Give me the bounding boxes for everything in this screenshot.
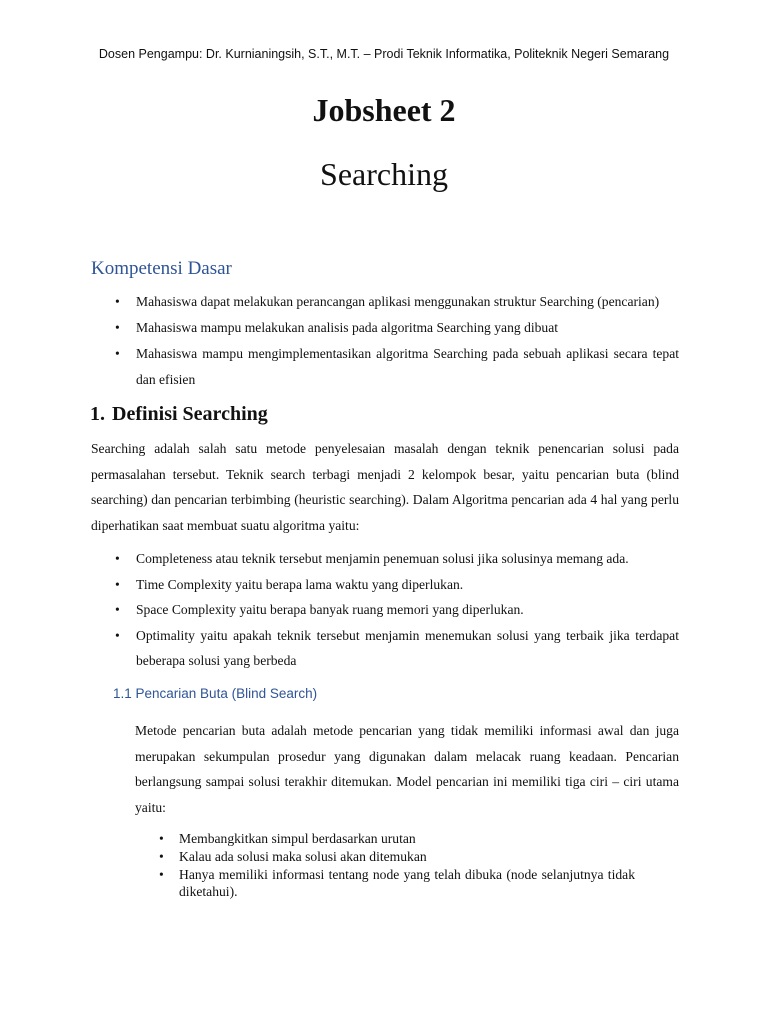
- list-item: [91, 623, 679, 674]
- section-number: 1.: [90, 403, 105, 425]
- list-item-text: Mahasiswa dapat melakukan perancangan aplikasi menggunakan struktur Searching (pencarian): [136, 294, 660, 309]
- bullet-icon: •: [115, 627, 120, 643]
- list-item-text: Mahasiswa mampu melakukan analisis pada algoritma Searching yang dibuat: [136, 320, 559, 335]
- bullet-icon: •: [115, 576, 120, 592]
- document-subtitle: Searching: [320, 156, 448, 192]
- list-item: [91, 289, 679, 315]
- list-item: [91, 315, 679, 341]
- blind-search-list: [135, 830, 635, 901]
- bullet-icon: •: [115, 602, 120, 617]
- bullet-icon: •: [115, 346, 120, 361]
- bullet-icon: •: [115, 320, 120, 335]
- kompetensi-heading: Kompetensi Dasar: [91, 258, 232, 279]
- section-heading: [90, 403, 268, 426]
- list-item-text: Completeness atau teknik tersebut menjamin penemuan solusi jika solusinya memang ada.: [136, 551, 629, 566]
- list-item-text: Hanya memiliki informasi tentang node yang telah dibuka (node selanjutnya tidak diketahui).: [179, 866, 635, 900]
- subsection-heading: 1.1 Pencarian Buta (Blind Search): [113, 686, 318, 701]
- list-item-text: Space Complexity yaitu berapa banyak ruang memori yang diperlukan.: [136, 602, 524, 617]
- list-item: [91, 597, 679, 623]
- list-item-text: Kalau ada solusi maka solusi akan ditemukan: [179, 848, 427, 864]
- document-title: Jobsheet 2: [312, 92, 456, 128]
- blind-search-paragraph: Metode pencarian buta adalah metode pencarian yang tidak memiliki informasi awal dan juga merupakan sekumpulan prosedur yang digunakan dalam melacak ruang keadaan. Pencarian berlangsung sampai solusi terakhir ditemukan. Model pencarian ini memiliki tiga ciri – ciri utama yaitu:: [135, 723, 679, 815]
- list-item-text: Time Complexity yaitu berapa lama waktu yang diperlukan.: [136, 576, 464, 592]
- criteria-list: [91, 546, 679, 674]
- kompetensi-list: [91, 289, 679, 393]
- bullet-icon: •: [159, 848, 164, 864]
- list-item: [135, 866, 635, 902]
- list-item: [91, 341, 679, 392]
- list-item-text: Optimality yaitu apakah teknik tersebut menjamin menemukan solusi yang terbaik jika terdapat beberapa solusi yang berbeda: [136, 627, 679, 668]
- bullet-icon: •: [115, 294, 120, 309]
- list-item: [135, 848, 635, 866]
- bullet-icon: •: [159, 831, 164, 846]
- list-item: [91, 572, 679, 598]
- bullet-icon: •: [159, 866, 164, 882]
- definition-paragraph: Searching adalah salah satu metode penyelesaian masalah dengan teknik penencarian solusi pada permasalahan tersebut. Teknik search terbagi menjadi 2 kelompok besar, yaitu pencarian buta (blind searching) dan pencarian terbimbing (heuristic searching). Dalam Algoritma pencarian ada 4 hal yang perlu diperhatikan saat membuat suatu algoritma yaitu:: [91, 441, 679, 533]
- list-item-text: Mahasiswa mampu mengimplementasikan algoritma Searching pada sebuah aplikasi secara tepat dan efisien: [136, 346, 679, 387]
- list-item: [91, 546, 679, 572]
- section-title: Definisi Searching: [112, 403, 268, 425]
- list-item: [135, 830, 635, 848]
- list-item-text: Membangkitkan simpul berdasarkan urutan: [179, 831, 416, 846]
- page-header: Dosen Pengampu: Dr. Kurnianingsih, S.T., M.T. – Prodi Teknik Informatika, Politeknik Negeri Semarang: [98, 47, 670, 61]
- bullet-icon: •: [115, 551, 120, 566]
